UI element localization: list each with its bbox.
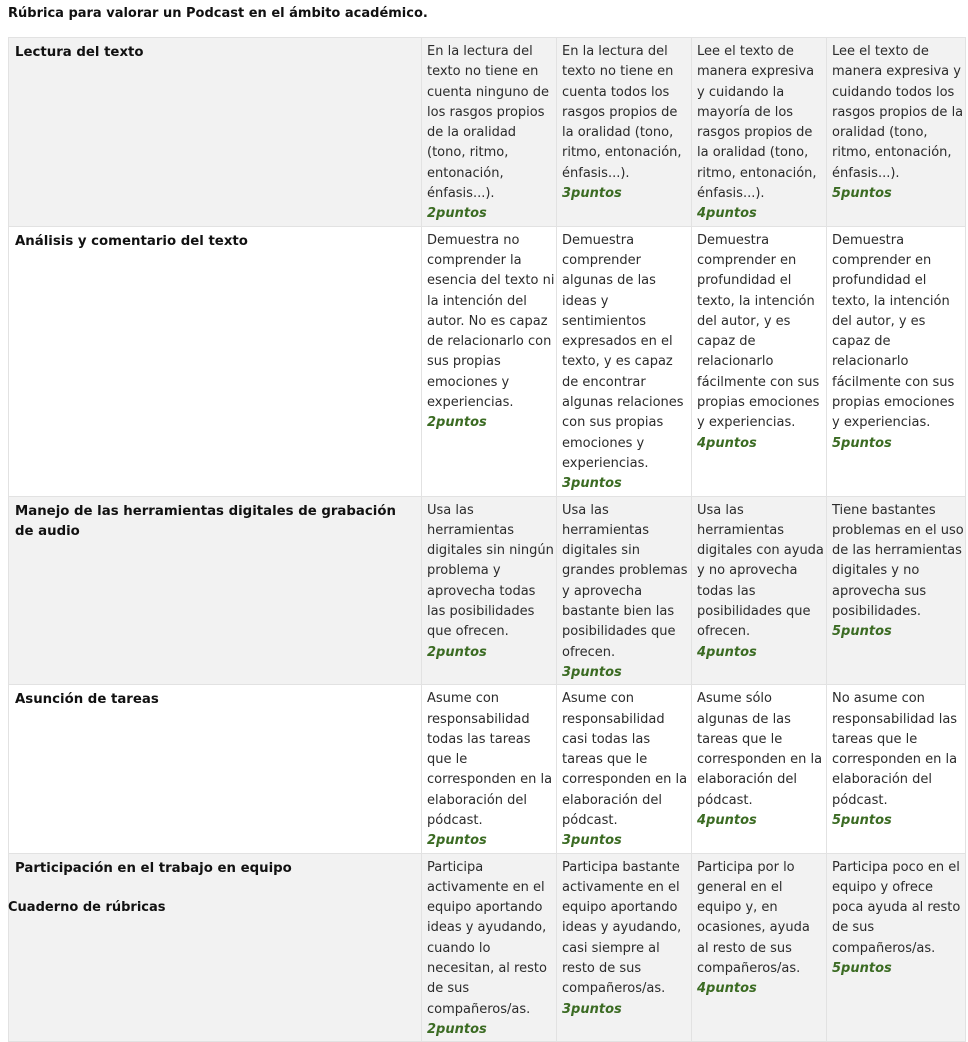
points-label: 5puntos: [832, 812, 892, 828]
level-cell: [827, 38, 966, 227]
criterion-cell: Análisis y comentario del texto: [9, 226, 422, 496]
points-label: 3puntos: [562, 833, 622, 849]
points-label: 5puntos: [832, 961, 892, 977]
level-cell: [692, 38, 827, 227]
criterion-cell: Lectura del texto: [9, 38, 422, 227]
level-cell: [827, 496, 966, 685]
points-label: 3puntos: [562, 664, 622, 680]
level-cell: [422, 853, 557, 1042]
points-label: 4puntos: [697, 206, 757, 222]
level-cell: [827, 226, 966, 496]
level-description: Tiene bastantes problemas en el uso de las herramientas digitales y no aprovecha sus posibilidades.: [832, 502, 964, 620]
level-description: Lee el texto de manera expresiva y cuidando la mayoría de los rasgos propios de la oralidad (tono, ritmo, entonación, énfasis...).: [697, 44, 817, 202]
points-label: 4puntos: [697, 644, 757, 660]
criterion-cell: Manejo de las herramientas digitales de grabación de audio: [9, 496, 422, 685]
level-description: Usa las herramientas digitales sin ningún problema y aprovecha todas las posibilidades que ofrecen.: [427, 502, 554, 640]
points-label: 5puntos: [832, 624, 892, 640]
criterion-cell: Asunción de tareas: [9, 685, 422, 853]
table-row: [9, 496, 966, 685]
rubric-table: [8, 37, 966, 1042]
level-cell: [692, 853, 827, 1042]
level-cell: [422, 496, 557, 685]
criterion-cell: Participación en el trabajo en equipo: [9, 853, 422, 1042]
level-description: Asume sólo algunas de las tareas que le corresponden en la elaboración del pódcast.: [697, 691, 823, 808]
level-cell: [557, 853, 692, 1042]
table-row: [9, 226, 966, 496]
level-description: Participa activamente en el equipo aportando ideas y ayudando, cuando lo necesitan, al resto de sus compañeros/as.: [427, 859, 547, 1017]
level-cell: [557, 685, 692, 853]
points-label: 4puntos: [697, 981, 757, 997]
points-label: 3puntos: [562, 476, 622, 492]
level-description: Demuestra comprender algunas de las ideas y sentimientos expresados en el texto, y es capaz de encontrar algunas relaciones con sus propias emociones y experiencias.: [562, 232, 684, 471]
level-description: En la lectura del texto no tiene en cuenta ninguno de los rasgos propios de la oralidad (tono, ritmo, entonación, énfasis...).: [427, 44, 549, 202]
level-cell: [422, 685, 557, 853]
points-label: 2puntos: [427, 833, 487, 849]
level-description: Lee el texto de manera expresiva y cuidando todos los rasgos propios de la oralidad (tono, ritmo, entonación, énfasis...).: [832, 44, 964, 181]
points-label: 2puntos: [427, 1021, 487, 1037]
level-cell: [422, 38, 557, 227]
points-label: 5puntos: [832, 435, 892, 451]
points-label: 2puntos: [427, 415, 487, 431]
table-row: [9, 685, 966, 853]
level-cell: [692, 685, 827, 853]
level-cell: [422, 226, 557, 496]
level-description: En la lectura del texto no tiene en cuenta todos los rasgos propios de la oralidad (tono, ritmo, entonación, énfasis...).: [562, 44, 682, 181]
page-title: Rúbrica para valorar un Podcast en el ámbito académico.: [8, 6, 428, 21]
level-cell: [827, 685, 966, 853]
level-description: Demuestra no comprender la esencia del texto ni la intención del autor. No es capaz de relacionarlo con sus propias emociones y experiencias.: [427, 232, 555, 411]
level-description: No asume con responsabilidad las tareas que le corresponden en la elaboración del pódcast.: [832, 691, 958, 808]
level-description: Demuestra comprender en profundidad el texto, la intención del autor, y es capaz de relacionarlo fácilmente con sus propias emociones y experiencias.: [832, 232, 955, 431]
points-label: 3puntos: [562, 1001, 622, 1017]
points-label: 3puntos: [562, 186, 622, 202]
level-cell: [692, 226, 827, 496]
level-cell: [557, 226, 692, 496]
level-description: Participa por lo general en el equipo y, en ocasiones, ayuda al resto de sus compañeros/as.: [697, 859, 810, 977]
points-label: 5puntos: [832, 186, 892, 202]
points-label: 4puntos: [697, 812, 757, 828]
level-cell: [827, 853, 966, 1042]
points-label: 2puntos: [427, 644, 487, 660]
level-description: Participa poco en el equipo y ofrece poca ayuda al resto de sus compañeros/as.: [832, 859, 961, 956]
level-description: Usa las herramientas digitales con ayuda y no aprovecha todas las posibilidades que ofrecen.: [697, 502, 824, 640]
points-label: 2puntos: [427, 206, 487, 222]
level-description: Asume con responsabilidad casi todas las tareas que le corresponden en la elaboración del pódcast.: [562, 691, 688, 828]
level-cell: [692, 496, 827, 685]
level-description: Asume con responsabilidad todas las tareas que le corresponden en la elaboración del pódcast.: [427, 691, 553, 828]
level-cell: [557, 496, 692, 685]
points-label: 4puntos: [697, 435, 757, 451]
level-description: Participa bastante activamente en el equipo aportando ideas y ayudando, casi siempre al resto de sus compañeros/as.: [562, 859, 682, 997]
table-row: [9, 853, 966, 1042]
section-heading-partial: Cuaderno de rúbricas: [8, 900, 166, 915]
level-cell: [557, 38, 692, 227]
level-description: Demuestra comprender en profundidad el texto, la intención del autor, y es capaz de relacionarlo fácilmente con sus propias emociones y experiencias.: [697, 232, 820, 431]
level-description: Usa las herramientas digitales sin grandes problemas y aprovecha bastante bien las posibilidades que ofrecen.: [562, 502, 688, 660]
table-row: [9, 38, 966, 227]
